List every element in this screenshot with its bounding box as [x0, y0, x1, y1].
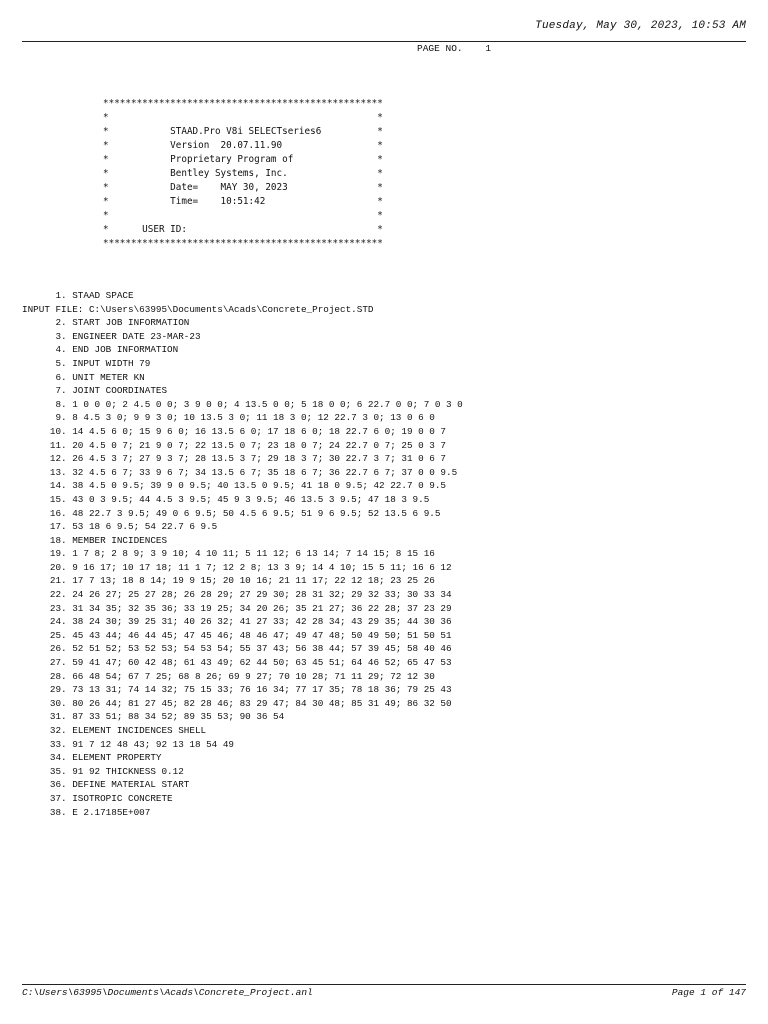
listing-line: 36. DEFINE MATERIAL START — [22, 779, 190, 791]
listing-line: 24. 38 24 30; 39 25 31; 40 26 32; 41 27 33; 42 28 34; 43 29 35; 44 30 36 — [22, 616, 452, 628]
listing-line: 15. 43 0 3 9.5; 44 4.5 3 9.5; 45 9 3 9.5; 46 13.5 3 9.5; 47 18 3 9.5 — [22, 493, 430, 505]
listing-line: 18. MEMBER INCIDENCES — [22, 534, 168, 546]
listing-line: 2. START JOB INFORMATION — [22, 317, 190, 329]
listing-line: 14. 38 4.5 0 9.5; 39 9 0 9.5; 40 13.5 0 9.5; 41 18 0 9.5; 42 22.7 0 9.5 — [22, 480, 447, 492]
listing-line: 12. 26 4.5 3 7; 27 9 3 7; 28 13.5 3 7; 29 18 3 7; 30 22.7 3 7; 31 0 6 7 — [22, 453, 447, 465]
banner-line: * Proprietary Program of * — [103, 154, 383, 165]
listing-line: 30. 80 26 44; 81 27 45; 82 28 46; 83 29 47; 84 30 48; 85 31 49; 86 32 50 — [22, 697, 452, 709]
listing-line: 17. 53 18 6 9.5; 54 22.7 6 9.5 — [22, 521, 218, 533]
listing-line: 3. ENGINEER DATE 23-MAR-23 — [22, 330, 201, 342]
listing-line: 32. ELEMENT INCIDENCES SHELL — [22, 725, 207, 736]
listing-line: 25. 45 43 44; 46 44 45; 47 45 46; 48 46 47; 49 47 48; 50 49 50; 51 50 51 — [22, 629, 452, 641]
listing-line: 4. END JOB INFORMATION — [22, 344, 179, 356]
listing-line: 16. 48 22.7 3 9.5; 49 0 6 9.5; 50 4.5 6 9.5; 51 9 6 9.5; 52 13.5 6 9.5 — [22, 507, 441, 519]
listing-line: 6. UNIT METER KN — [22, 371, 145, 383]
banner-line: * Bentley Systems, Inc. * — [103, 168, 383, 179]
staad-banner — [103, 97, 383, 251]
listing-line: 20. 9 16 17; 10 17 18; 11 1 7; 12 2 8; 13 3 9; 14 4 10; 15 5 11; 16 6 12 — [22, 561, 452, 573]
page-count: Page 1 of 147 — [671, 987, 746, 998]
listing-line: 8. 1 0 0 0; 2 4.5 0 0; 3 9 0 0; 4 13.5 0 0; 5 18 0 0; 6 22.7 0 0; 7 0 3 0 — [22, 398, 463, 410]
listing-line: 26. 52 51 52; 53 52 53; 54 53 54; 55 37 43; 56 38 44; 57 39 45; 58 40 46 — [22, 643, 452, 655]
listing-line: 38. E 2.17185E+007 — [22, 806, 151, 818]
listing-line: 27. 59 41 47; 60 42 48; 61 43 49; 62 44 50; 63 45 51; 64 46 52; 65 47 53 — [22, 657, 452, 669]
banner-line: * Version 20.07.11.90 * — [103, 140, 383, 151]
listing-line: 28. 66 48 54; 67 7 25; 68 8 26; 69 9 27; 70 10 28; 71 11 29; 72 12 30 — [22, 670, 435, 682]
listing-line: 7. JOINT COORDINATES — [22, 385, 168, 397]
banner-line: * * — [103, 112, 383, 123]
listing-line: 29. 73 13 31; 74 14 32; 75 15 33; 76 16 34; 77 17 35; 78 18 36; 79 25 43 — [22, 684, 452, 696]
listing-line: 22. 24 26 27; 25 27 28; 26 28 29; 27 29 30; 28 31 32; 29 32 33; 30 33 34 — [22, 589, 452, 601]
listing-line: 5. INPUT WIDTH 79 — [22, 357, 151, 369]
listing-line: 13. 32 4.5 6 7; 33 9 6 7; 34 13.5 6 7; 35 18 6 7; 36 22.7 6 7; 37 0 0 9.5 — [22, 466, 458, 478]
listing-line: 21. 17 7 13; 18 8 14; 19 9 15; 20 10 16; 21 11 17; 22 12 18; 23 25 26 — [22, 575, 435, 587]
footer-divider — [22, 984, 746, 985]
banner-line: ************************************************** — [103, 98, 383, 109]
banner-line: * * — [103, 210, 383, 221]
listing-line: 23. 31 34 35; 32 35 36; 33 19 25; 34 20 26; 35 21 27; 36 22 28; 37 23 29 — [22, 602, 452, 614]
listing-line: 9. 8 4.5 3 0; 9 9 3 0; 10 13.5 3 0; 11 18 3 0; 12 22.7 3 0; 13 0 6 0 — [22, 412, 435, 424]
listing-line: 35. 91 92 THICKNESS 0.12 — [22, 765, 184, 777]
banner-line: * USER ID: * — [103, 224, 383, 235]
listing-line: 34. ELEMENT PROPERTY — [22, 752, 162, 764]
banner-line: ************************************************** — [103, 238, 383, 249]
header-divider — [22, 41, 746, 42]
input-listing — [22, 289, 463, 819]
banner-line: * Time= 10:51:42 * — [103, 196, 383, 207]
output-file-path: C:\Users\63995\Documents\Acads\Concrete_Project.anl — [22, 987, 313, 998]
listing-line: 31. 87 33 51; 88 34 52; 89 35 53; 90 36 54 — [22, 711, 285, 723]
listing-line: INPUT FILE: C:\Users\63995\Documents\Acads\Concrete_Project.STD — [22, 303, 374, 315]
listing-line: 10. 14 4.5 6 0; 15 9 6 0; 16 13.5 6 0; 17 18 6 0; 18 22.7 6 0; 19 0 0 7 — [22, 425, 447, 437]
listing-line: 19. 1 7 8; 2 8 9; 3 9 10; 4 10 11; 5 11 12; 6 13 14; 7 14 15; 8 15 16 — [22, 548, 435, 560]
listing-line: 37. ISOTROPIC CONCRETE — [22, 792, 173, 804]
banner-line: * Date= MAY 30, 2023 * — [103, 182, 383, 193]
listing-line: 33. 91 7 12 48 43; 92 13 18 54 49 — [22, 738, 235, 750]
page-number: PAGE NO. 1 — [417, 43, 492, 54]
listing-line: 1. STAAD SPACE — [22, 290, 134, 301]
listing-line: 11. 20 4.5 0 7; 21 9 0 7; 22 13.5 0 7; 23 18 0 7; 24 22.7 0 7; 25 0 3 7 — [22, 439, 447, 451]
report-timestamp: Tuesday, May 30, 2023, 10:53 AM — [535, 20, 746, 32]
banner-line: * STAAD.Pro V8i SELECTseries6 * — [103, 126, 383, 137]
